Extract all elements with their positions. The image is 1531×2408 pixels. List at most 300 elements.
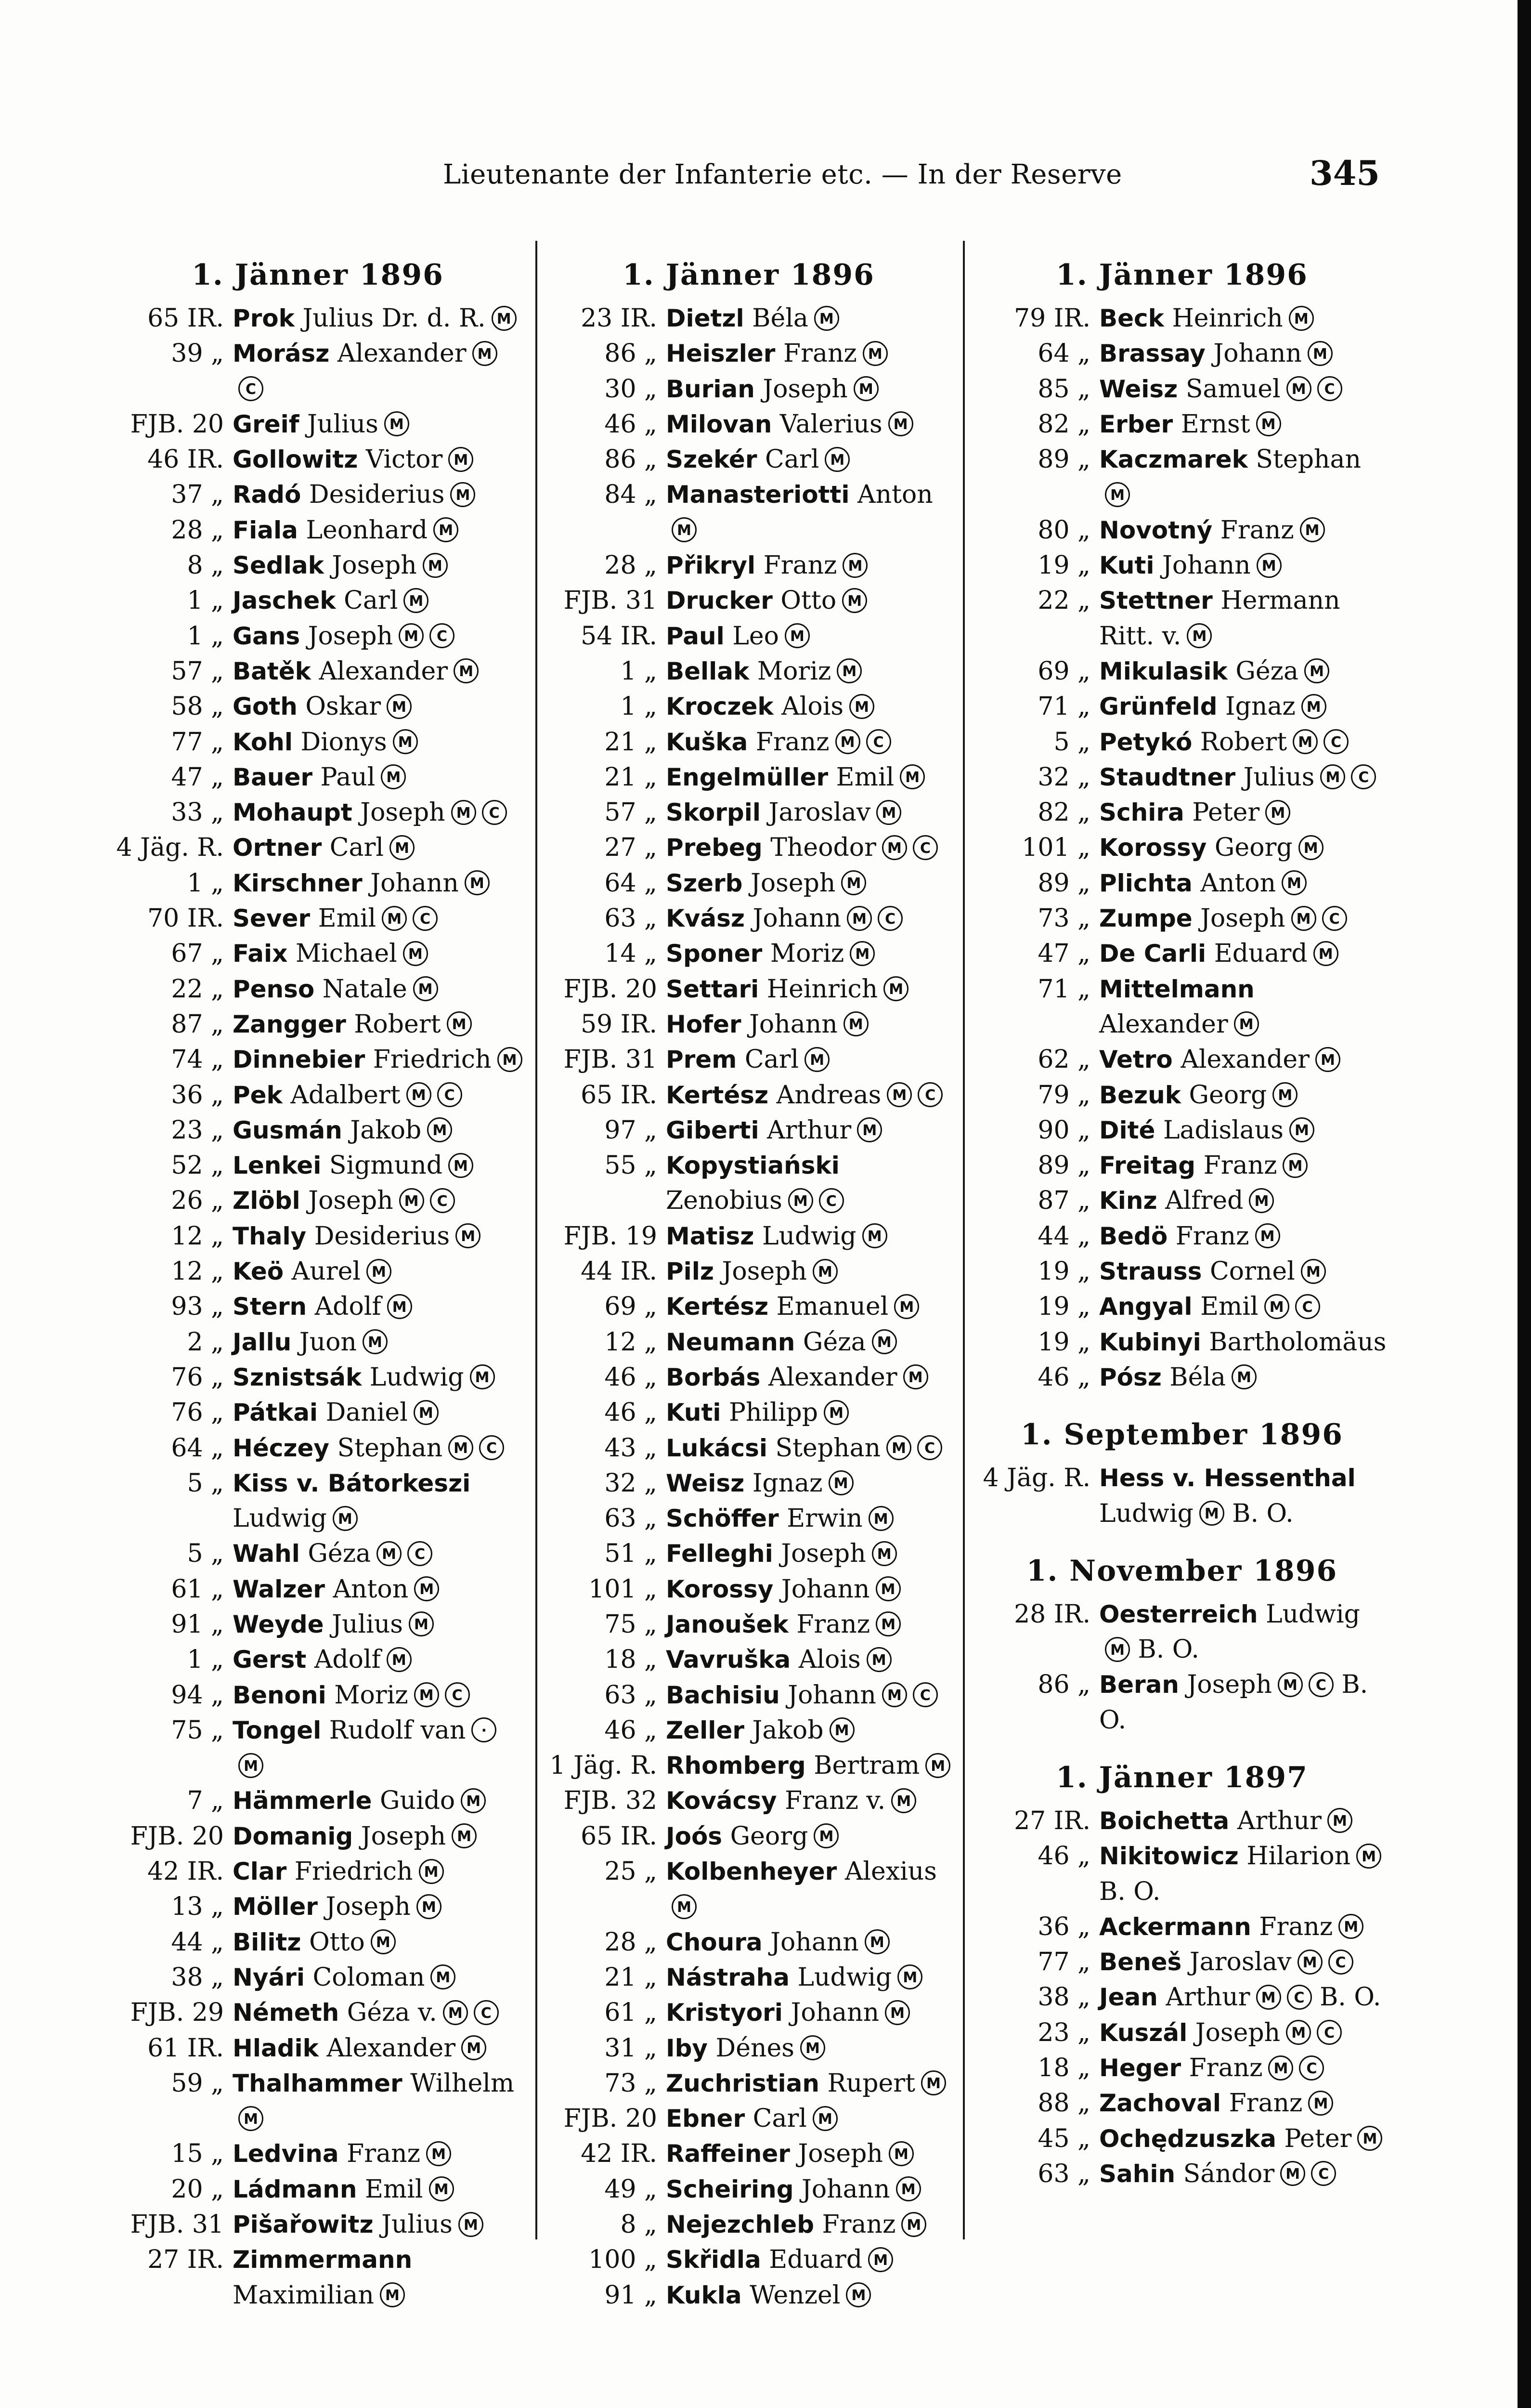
decoration-mark-icon: M bbox=[423, 553, 448, 578]
regiment-number: 77 „ bbox=[171, 727, 224, 757]
regiment-number: 57 „ bbox=[171, 656, 224, 686]
entry-suffix: B. O. bbox=[1099, 1877, 1161, 1906]
section-heading: 1. Jänner 1896 bbox=[1056, 258, 1308, 292]
given-name: Daniel bbox=[325, 1398, 408, 1427]
officer-entry bbox=[233, 972, 525, 1007]
list-item bbox=[975, 1910, 1389, 1945]
decoration-mark-icon: C bbox=[866, 729, 891, 754]
list-item bbox=[975, 689, 1389, 724]
officer-entry bbox=[1099, 1667, 1389, 1738]
given-name: Ignaz bbox=[1225, 692, 1296, 721]
regiment-number: 57 „ bbox=[604, 798, 657, 827]
decoration-mark-icon: M bbox=[857, 1117, 882, 1142]
decoration-mark-icon: M bbox=[841, 870, 866, 895]
regiment-number: 19 „ bbox=[1038, 1257, 1090, 1286]
surname: Fiala bbox=[233, 516, 298, 544]
decoration-mark-icon: C bbox=[413, 906, 438, 931]
officer-entry bbox=[1099, 372, 1389, 407]
regiment-number: 43 „ bbox=[604, 1433, 657, 1463]
officer-entry bbox=[233, 1360, 525, 1395]
officer-entry bbox=[666, 442, 953, 477]
officer-entry bbox=[666, 1678, 953, 1713]
officer-entry bbox=[233, 2207, 525, 2242]
decoration-mark-icon: M bbox=[1308, 341, 1333, 366]
surname: Nástraha bbox=[666, 1963, 790, 1991]
regiment-number: 21 „ bbox=[604, 727, 657, 757]
decoration-mark-icon: M bbox=[238, 1753, 263, 1778]
officer-entry bbox=[1099, 2121, 1389, 2157]
given-name: Bartholomäus bbox=[1209, 1327, 1387, 1357]
given-name: Hermann Ritt. v. bbox=[1099, 586, 1340, 651]
surname: Bauer bbox=[233, 763, 313, 791]
officer-entry bbox=[666, 1113, 953, 1148]
given-name: Heinrich bbox=[766, 974, 878, 1004]
regiment-number: 30 „ bbox=[604, 374, 657, 404]
regiment-number: 73 „ bbox=[604, 2068, 657, 2098]
given-name: Maximilian bbox=[233, 2280, 374, 2310]
list-item bbox=[544, 654, 953, 689]
surname: Héczey bbox=[233, 1434, 330, 1462]
officer-entry bbox=[1099, 1839, 1389, 1910]
officer-entry bbox=[1099, 1042, 1389, 1077]
officer-entry bbox=[1099, 1597, 1389, 1668]
decoration-mark-icon: M bbox=[382, 906, 407, 931]
list-item bbox=[975, 1183, 1389, 1218]
list-item bbox=[111, 972, 525, 1007]
decoration-mark-icon: M bbox=[1356, 1844, 1381, 1869]
given-name: Aurel bbox=[291, 1257, 361, 1286]
regiment-number: 61 IR. bbox=[147, 2033, 224, 2063]
regiment-number: 94 „ bbox=[171, 1680, 224, 1710]
decoration-mark-icon: M bbox=[1282, 870, 1307, 895]
regiment-number: 26 „ bbox=[171, 1186, 224, 1216]
regiment-number: 73 „ bbox=[1038, 904, 1090, 933]
list-item bbox=[975, 301, 1389, 336]
given-name: Joseph bbox=[332, 551, 417, 580]
surname: Sedlak bbox=[233, 551, 324, 580]
list-item bbox=[111, 1360, 525, 1395]
officer-entry bbox=[233, 1819, 525, 1854]
regiment-number: 88 „ bbox=[1038, 2089, 1090, 2118]
officer-entry bbox=[1099, 1980, 1389, 2015]
list-item bbox=[111, 1713, 525, 1784]
officer-entry bbox=[233, 619, 525, 654]
list-item bbox=[975, 1597, 1389, 1668]
decoration-mark-icon: M bbox=[1298, 835, 1323, 860]
given-name: Dénes bbox=[715, 2033, 794, 2063]
surname: Pósz bbox=[1099, 1363, 1162, 1391]
given-name: Stephan bbox=[337, 1433, 443, 1463]
officer-entry bbox=[233, 1995, 525, 2030]
surname: Gans bbox=[233, 622, 300, 650]
given-name: Joseph bbox=[308, 1186, 393, 1216]
given-name: Rudolf van bbox=[329, 1715, 466, 1745]
surname: De Carli bbox=[1099, 940, 1207, 968]
decoration-mark-icon: M bbox=[387, 1294, 412, 1319]
given-name: Julius bbox=[307, 409, 378, 439]
surname: Erber bbox=[1099, 410, 1173, 438]
regiment-number: 80 „ bbox=[1038, 515, 1090, 545]
regiment-number: 46 „ bbox=[604, 1715, 657, 1745]
surname: Drucker bbox=[666, 587, 773, 615]
regiment-number: 51 „ bbox=[604, 1539, 657, 1569]
list-item bbox=[544, 972, 953, 1007]
decoration-mark-icon: M bbox=[458, 2212, 483, 2237]
list-item bbox=[111, 1289, 525, 1324]
list-item bbox=[544, 1783, 953, 1819]
list-item bbox=[544, 2242, 953, 2277]
officer-entry bbox=[1099, 336, 1389, 371]
officer-entry bbox=[233, 1431, 525, 1466]
regiment-number: 65 IR. bbox=[581, 1821, 657, 1851]
given-name: Heinrich bbox=[1172, 304, 1283, 333]
decoration-mark-icon: M bbox=[1293, 729, 1318, 754]
list-item bbox=[975, 583, 1389, 654]
list-item bbox=[111, 2207, 525, 2242]
decoration-mark-icon: C bbox=[878, 906, 903, 931]
given-name: Guido bbox=[379, 1786, 455, 1816]
surname: Keö bbox=[233, 1257, 284, 1286]
regiment-number: 7 „ bbox=[187, 1786, 224, 1816]
surname: Petykó bbox=[1099, 728, 1193, 756]
surname: Sznistsák bbox=[233, 1363, 362, 1391]
decoration-mark-icon: M bbox=[1255, 1223, 1280, 1248]
list-item bbox=[544, 830, 953, 865]
given-name: Ludwig bbox=[1099, 1499, 1194, 1528]
regiment-number: 59 „ bbox=[171, 2068, 224, 2098]
given-name: Anton bbox=[1200, 868, 1276, 898]
officer-entry bbox=[666, 1431, 953, 1466]
regiment-number: 70 IR. bbox=[147, 904, 224, 933]
decoration-mark-icon: M bbox=[447, 1011, 472, 1036]
surname: Weyde bbox=[233, 1610, 324, 1638]
decoration-mark-icon: M bbox=[900, 764, 925, 789]
surname: Beran bbox=[1099, 1671, 1180, 1699]
decoration-mark-icon: M bbox=[1265, 800, 1290, 825]
regiment-number: 89 „ bbox=[1038, 868, 1090, 898]
decoration-mark-icon: M bbox=[406, 1082, 431, 1107]
decoration-mark-icon: M bbox=[416, 1894, 441, 1919]
regiment-number: 44 „ bbox=[171, 1927, 224, 1957]
officer-entry bbox=[666, 760, 953, 795]
decoration-mark-icon: M bbox=[384, 411, 409, 436]
decoration-mark-icon: M bbox=[470, 1364, 495, 1389]
regiment-number: 87 „ bbox=[171, 1009, 224, 1039]
list-item bbox=[111, 1007, 525, 1042]
list-item bbox=[544, 1466, 953, 1501]
surname: Lukácsi bbox=[666, 1434, 767, 1462]
officer-entry bbox=[666, 795, 953, 830]
surname: Weisz bbox=[1099, 375, 1178, 403]
officer-entry bbox=[666, 2066, 953, 2101]
officer-entry bbox=[666, 2136, 953, 2172]
surname: Ebner bbox=[666, 2105, 745, 2133]
surname: Heiszler bbox=[666, 340, 776, 368]
list-item bbox=[111, 1783, 525, 1819]
surname: Prok bbox=[233, 304, 295, 332]
decoration-mark-icon: M bbox=[387, 1647, 412, 1672]
surname: Stettner bbox=[1099, 587, 1213, 615]
list-item bbox=[111, 513, 525, 548]
decoration-mark-icon: M bbox=[414, 1400, 439, 1425]
decoration-mark-icon: M bbox=[376, 1541, 402, 1566]
given-name: Leo bbox=[732, 621, 779, 651]
given-name: Wenzel bbox=[750, 2280, 841, 2310]
decoration-mark-icon: M bbox=[1286, 376, 1311, 401]
regiment-number: 38 „ bbox=[171, 1963, 224, 1992]
list-item bbox=[544, 442, 953, 477]
list-item bbox=[975, 1839, 1389, 1910]
surname: Kopystiański bbox=[666, 1152, 840, 1180]
decoration-mark-icon: M bbox=[333, 1506, 358, 1531]
regiment-number: 27 „ bbox=[604, 833, 657, 863]
surname: Pátkai bbox=[233, 1399, 318, 1427]
list-item bbox=[111, 2136, 525, 2172]
given-name: Alexander bbox=[1181, 1045, 1310, 1074]
given-name: Anton bbox=[333, 1574, 409, 1604]
given-name: Friedrich bbox=[373, 1045, 492, 1074]
decoration-mark-icon: M bbox=[842, 588, 867, 613]
officer-entry bbox=[233, 760, 525, 795]
regiment-number: 74 „ bbox=[171, 1045, 224, 1074]
decoration-mark-icon: M bbox=[399, 1188, 424, 1213]
decoration-mark-icon: M bbox=[1289, 1117, 1314, 1142]
decoration-mark-icon: M bbox=[830, 1717, 855, 1742]
given-name: Alfred bbox=[1165, 1186, 1244, 1216]
regiment-number: 37 „ bbox=[171, 480, 224, 510]
list-item bbox=[111, 654, 525, 689]
regiment-number: 28 IR. bbox=[1014, 1599, 1090, 1629]
decoration-mark-icon: M bbox=[1187, 623, 1212, 648]
list-item bbox=[544, 1748, 953, 1783]
regiment-number: 22 „ bbox=[171, 974, 224, 1004]
officer-entry bbox=[233, 866, 525, 901]
officer-entry bbox=[233, 513, 525, 548]
officer-entry bbox=[1099, 725, 1389, 760]
list-item bbox=[544, 1819, 953, 1854]
surname: Matisz bbox=[666, 1222, 754, 1250]
regiment-number: 42 IR. bbox=[581, 2139, 657, 2169]
officer-entry bbox=[1099, 1910, 1389, 1945]
officer-entry bbox=[233, 1042, 525, 1077]
list-item bbox=[111, 1219, 525, 1254]
officer-entry bbox=[233, 477, 525, 512]
officer-entry bbox=[1099, 513, 1389, 548]
surname: Zeller bbox=[666, 1716, 745, 1744]
list-item bbox=[111, 477, 525, 512]
list-item bbox=[975, 830, 1389, 865]
list-item bbox=[544, 725, 953, 760]
given-name: Stephan bbox=[775, 1433, 881, 1463]
list-item bbox=[111, 1536, 525, 1571]
given-name: Alexius bbox=[844, 1857, 937, 1886]
regiment-number: 79 „ bbox=[1038, 1080, 1090, 1110]
officer-entry bbox=[666, 1925, 953, 1960]
decoration-mark-icon: M bbox=[399, 623, 424, 648]
entry-suffix: B. O. bbox=[1232, 1499, 1294, 1528]
list-item bbox=[975, 1254, 1389, 1289]
decoration-mark-icon: C bbox=[1323, 729, 1349, 754]
surname: Staudtner bbox=[1099, 763, 1236, 791]
given-name: Julius bbox=[381, 2210, 453, 2239]
decoration-mark-icon: M bbox=[921, 2070, 946, 2095]
surname: Prebeg bbox=[666, 834, 763, 862]
decoration-mark-icon: M bbox=[1301, 694, 1326, 719]
given-name: Rupert bbox=[827, 2068, 916, 2098]
regiment-number: 36 „ bbox=[171, 1080, 224, 1110]
regiment-number: 61 „ bbox=[171, 1574, 224, 1604]
regiment-number: 4 Jäg. R. bbox=[983, 1464, 1090, 1493]
regiment-number: 85 „ bbox=[1038, 374, 1090, 404]
officer-entry bbox=[1099, 407, 1389, 442]
list-item bbox=[111, 760, 525, 795]
regiment-number: 91 „ bbox=[604, 2280, 657, 2310]
list-item bbox=[975, 2157, 1389, 2192]
surname: Kertész bbox=[666, 1081, 769, 1109]
surname: Rhomberg bbox=[666, 1752, 806, 1780]
decoration-mark-icon: M bbox=[1283, 1153, 1308, 1178]
decoration-mark-icon: M bbox=[849, 694, 874, 719]
regiment-number: 64 „ bbox=[604, 868, 657, 898]
given-name: Julius bbox=[332, 1610, 403, 1639]
surname: Greif bbox=[233, 410, 299, 438]
given-name: Carl bbox=[344, 586, 398, 615]
surname: Möller bbox=[233, 1893, 318, 1921]
surname: Zuchristian bbox=[666, 2069, 820, 2097]
given-name: Béla bbox=[1169, 1362, 1226, 1392]
regiment-number: 63 „ bbox=[604, 1504, 657, 1533]
given-name: Ignaz bbox=[752, 1468, 823, 1498]
list-item bbox=[544, 1642, 953, 1677]
surname: Boichetta bbox=[1099, 1806, 1230, 1835]
surname: Kirschner bbox=[233, 869, 363, 897]
regiment-number: 21 „ bbox=[604, 1963, 657, 1992]
officer-entry bbox=[233, 1854, 525, 1889]
surname: Mittelmann bbox=[1099, 975, 1255, 1003]
regiment-number: 44 IR. bbox=[581, 1257, 657, 1286]
surname: Stern bbox=[233, 1293, 307, 1321]
decoration-mark-icon: M bbox=[429, 2176, 454, 2201]
decoration-mark-icon: M bbox=[837, 658, 862, 683]
surname: Kubinyi bbox=[1099, 1328, 1201, 1356]
given-name: Ernst bbox=[1181, 409, 1250, 439]
decoration-mark-icon: M bbox=[867, 1647, 892, 1672]
list-item bbox=[111, 2066, 525, 2137]
officer-entry bbox=[666, 2172, 953, 2207]
officer-entry bbox=[666, 1078, 953, 1113]
list-item bbox=[975, 2086, 1389, 2121]
decoration-mark-icon: M bbox=[825, 447, 850, 472]
regiment-number: 75 „ bbox=[604, 1610, 657, 1639]
surname: Wahl bbox=[233, 1540, 300, 1568]
decoration-mark-icon: C bbox=[913, 1682, 938, 1707]
decoration-mark-icon: M bbox=[896, 2176, 921, 2201]
surname: Szerb bbox=[666, 869, 743, 897]
decoration-mark-icon: M bbox=[1289, 306, 1314, 331]
decoration-mark-icon: M bbox=[891, 1788, 916, 1813]
regiment-number: FJB. 20 bbox=[563, 974, 657, 1004]
regiment-number: 76 „ bbox=[171, 1398, 224, 1427]
list-item bbox=[111, 583, 525, 618]
regiment-number: 1 „ bbox=[187, 868, 224, 898]
surname: Mohaupt bbox=[233, 798, 352, 827]
given-name: Franz bbox=[755, 727, 830, 757]
list-item bbox=[544, 1007, 953, 1042]
given-name: Anton bbox=[857, 480, 933, 510]
decoration-mark-icon: M bbox=[1301, 1259, 1326, 1284]
decoration-mark-icon: C bbox=[482, 800, 507, 825]
list-item bbox=[975, 372, 1389, 407]
decoration-mark-icon: M bbox=[450, 482, 475, 507]
officer-entry bbox=[666, 1572, 953, 1607]
regiment-number: 52 „ bbox=[171, 1151, 224, 1180]
officer-entry bbox=[666, 1607, 953, 1642]
given-name: Joseph bbox=[763, 374, 848, 404]
surname: Kristyori bbox=[666, 1999, 783, 2027]
surname: Hladik bbox=[233, 2034, 319, 2062]
given-name: Cornel bbox=[1209, 1257, 1295, 1286]
list-item bbox=[975, 654, 1389, 689]
officer-entry bbox=[233, 336, 525, 407]
given-name: Eduard bbox=[769, 2245, 863, 2275]
list-item bbox=[544, 1395, 953, 1430]
surname: Kohl bbox=[233, 728, 293, 756]
officer-entry bbox=[666, 407, 953, 442]
officer-entry bbox=[233, 795, 525, 830]
given-name: Joseph bbox=[751, 868, 836, 898]
given-name: Jaroslav bbox=[1189, 1948, 1292, 1977]
given-name: Carl bbox=[329, 833, 384, 863]
list-item bbox=[111, 1854, 525, 1889]
decoration-mark-icon: M bbox=[238, 2106, 263, 2131]
regiment-number: 69 „ bbox=[604, 1292, 657, 1322]
surname: Kinz bbox=[1099, 1187, 1157, 1215]
given-name: Joseph bbox=[361, 1821, 446, 1851]
decoration-mark-icon: M bbox=[472, 341, 497, 366]
decoration-mark-icon: M bbox=[903, 1364, 928, 1389]
surname: Nyári bbox=[233, 1963, 305, 1991]
surname: Mikulasik bbox=[1099, 657, 1228, 685]
given-name: Jaroslav bbox=[768, 798, 871, 827]
officer-entry bbox=[666, 1536, 953, 1571]
officer-entry bbox=[666, 1148, 953, 1219]
regiment-number: 5 „ bbox=[187, 1539, 224, 1569]
list-item bbox=[544, 795, 953, 830]
officer-entry bbox=[666, 2031, 953, 2066]
list-item bbox=[544, 1995, 953, 2030]
officer-entry bbox=[233, 1219, 525, 1254]
list-item bbox=[975, 1078, 1389, 1113]
officer-entry bbox=[1099, 1360, 1389, 1395]
regiment-number: FJB. 29 bbox=[130, 1998, 224, 2028]
decoration-mark-icon: M bbox=[1234, 1011, 1259, 1036]
list-item bbox=[111, 725, 525, 760]
list-item bbox=[544, 2136, 953, 2172]
officer-entry bbox=[666, 972, 953, 1007]
list-item bbox=[975, 901, 1389, 936]
regiment-number: 87 „ bbox=[1038, 1186, 1090, 1216]
column-divider bbox=[963, 241, 965, 2239]
surname: Angyal bbox=[1099, 1293, 1193, 1321]
given-name: Franz bbox=[763, 551, 837, 580]
regiment-number: 12 „ bbox=[171, 1257, 224, 1286]
surname: Milovan bbox=[666, 410, 772, 438]
given-name: Johann bbox=[781, 1574, 870, 1604]
regiment-number: 89 „ bbox=[1038, 1151, 1090, 1180]
officer-entry bbox=[666, 1007, 953, 1042]
officer-entry bbox=[666, 1466, 953, 1501]
decoration-mark-icon: M bbox=[804, 1047, 830, 1072]
